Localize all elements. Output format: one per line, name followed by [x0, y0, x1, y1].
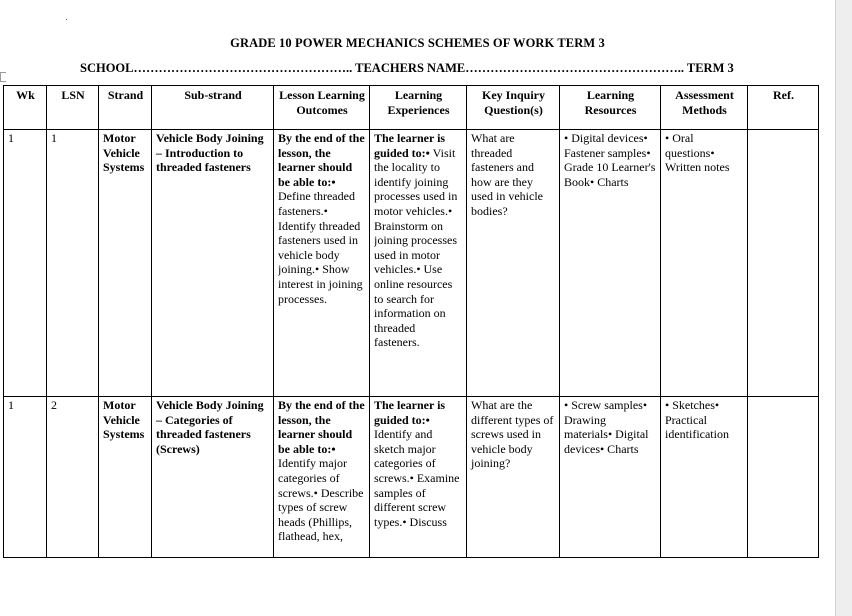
cell-assessment: • Sketches• Practical identification — [661, 397, 748, 558]
cell-wk: 1 — [4, 130, 47, 397]
header-lsn: LSN — [47, 86, 99, 130]
header-resources: Learning Resources — [560, 86, 661, 130]
cell-ref — [748, 397, 819, 558]
cell-resources: • Digital devices• Fastener samples• Grade 10 Learner's Book• Charts — [560, 130, 661, 397]
cell-lsn: 1 — [47, 130, 99, 397]
cell-resources: • Screw samples• Drawing materials• Digital devices• Charts — [560, 397, 661, 558]
cell-outcomes — [274, 397, 370, 558]
header-ref: Ref. — [748, 86, 819, 130]
cell-inquiry: What are the different types of screws used in vehicle body joining? — [467, 397, 560, 558]
window-gutter — [835, 0, 852, 616]
outcomes-body: Identify major categories of screws.• Describe types of screw heads (Phillips, flathead, hex, — [278, 456, 364, 544]
header-strand: Strand — [99, 86, 152, 130]
header-assessment: Assessment Methods — [661, 86, 748, 130]
cell-inquiry: What are threaded fasteners and how are they used in vehicle bodies? — [467, 130, 560, 397]
cell-experiences — [370, 130, 467, 397]
header-substrand: Sub-strand — [152, 86, 274, 130]
table-row — [4, 130, 819, 397]
outcomes-intro: By the end of the lesson, the learner should be able to:• — [278, 131, 365, 189]
experiences-intro: The learner is guided to:• — [374, 131, 446, 160]
cell-strand: Motor Vehicle Systems — [99, 130, 152, 397]
header-outcomes: Lesson Learning Outcomes — [274, 86, 370, 130]
schemes-of-work-table — [3, 85, 819, 558]
cell-strand: Motor Vehicle Systems — [99, 397, 152, 558]
header-row — [4, 86, 819, 130]
header-inquiry: Key Inquiry Question(s) — [467, 86, 560, 130]
header-experiences: Learning Experiences — [370, 86, 467, 130]
experiences-body: Identify and sketch major categories of screws.• Examine samples of different screw types.• Discuss — [374, 427, 460, 529]
outcomes-body: Define threaded fasteners.• Identify threaded fasteners used in vehicle body joining.• Show interest in joining processes. — [278, 189, 363, 306]
school-teacher-line: SCHOOL…………………………………………….. TEACHERS NAME…………………………………………….. TERM 3 — [80, 61, 734, 75]
cell-lsn: 2 — [47, 397, 99, 558]
margin-corner-mark — [0, 72, 6, 82]
cell-substrand: Vehicle Body Joining – Introduction to threaded fasteners — [152, 130, 274, 397]
cell-wk: 1 — [4, 397, 47, 558]
table-row — [4, 397, 819, 558]
cell-experiences — [370, 397, 467, 558]
cell-ref — [748, 130, 819, 397]
margin-dot — [66, 19, 67, 20]
experiences-body: Visit the locality to identify joining processes used in motor vehicles.• Brainstorm on joining processes used in motor vehicles.• Use online resources to search for information on threaded fasteners. — [374, 145, 458, 350]
experiences-intro: The learner is guided to:• — [374, 398, 446, 427]
cell-assessment: • Oral questions• Written notes — [661, 130, 748, 397]
cell-substrand: Vehicle Body Joining – Categories of threaded fasteners (Screws) — [152, 397, 274, 558]
cell-outcomes — [274, 130, 370, 397]
header-wk: Wk — [4, 86, 47, 130]
document-title: GRADE 10 POWER MECHANICS SCHEMES OF WORK TERM 3 — [230, 36, 605, 50]
outcomes-intro: By the end of the lesson, the learner should be able to:• — [278, 398, 365, 456]
